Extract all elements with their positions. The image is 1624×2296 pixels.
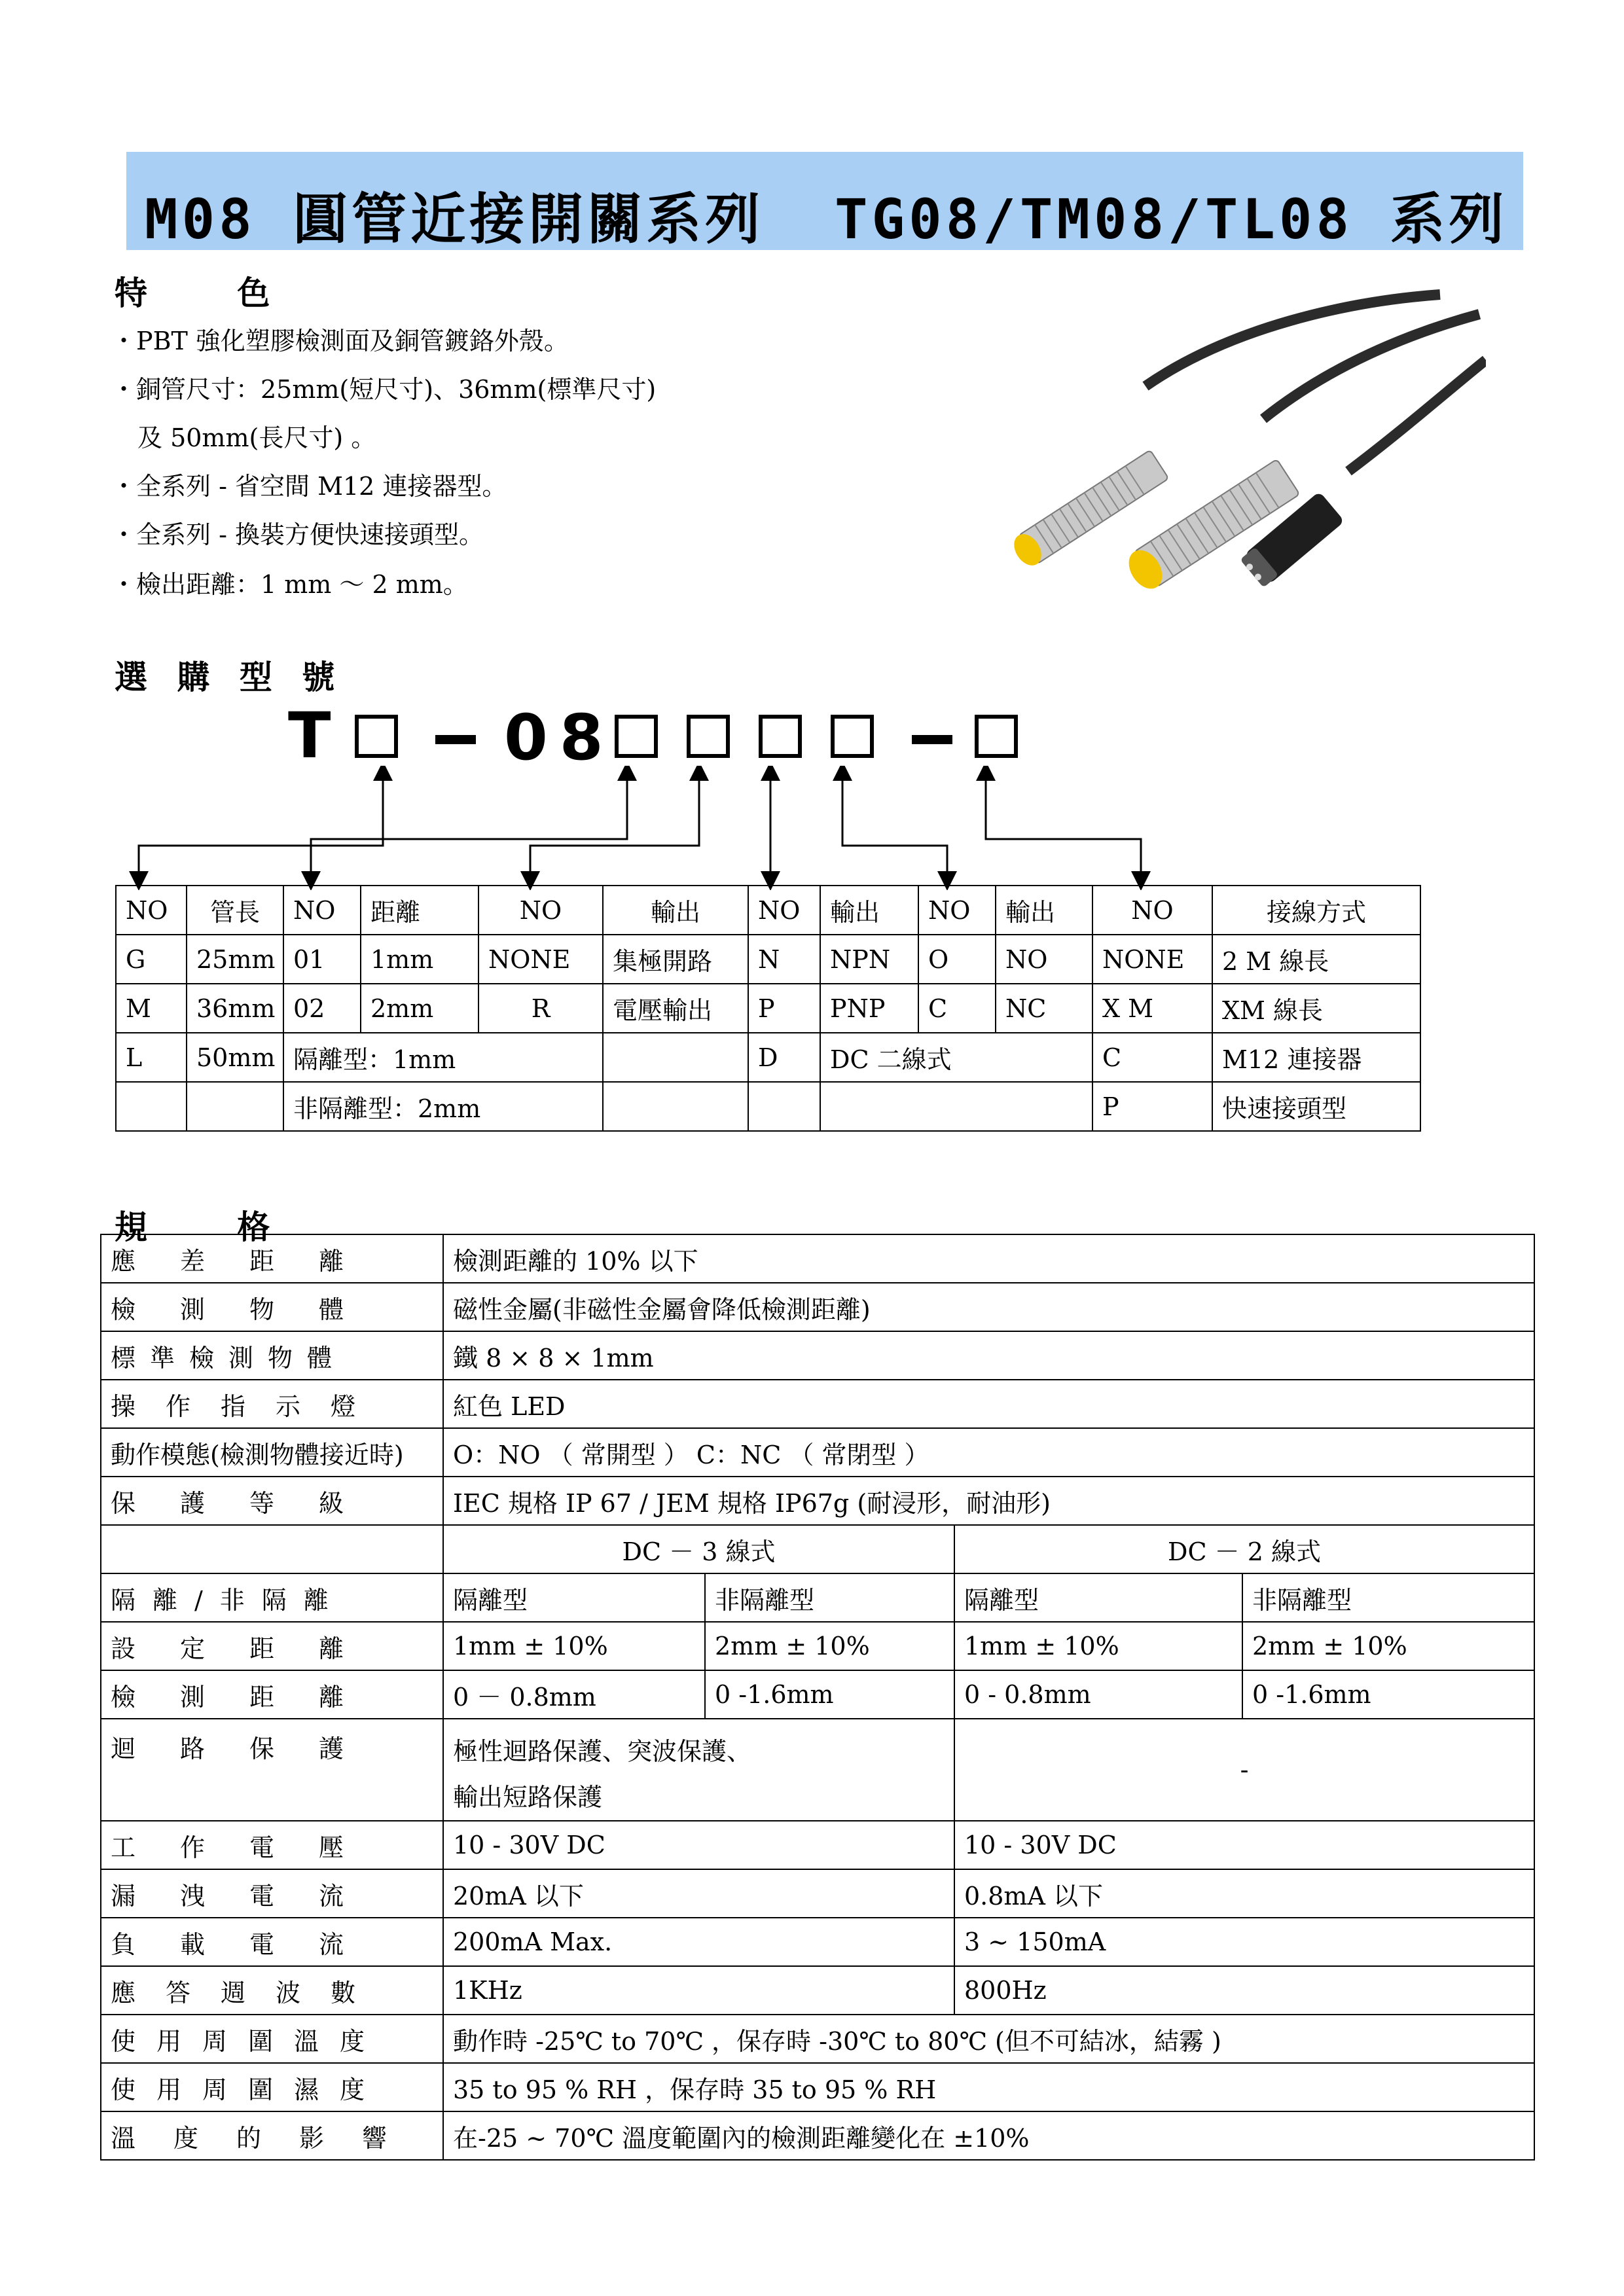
table-cell: 接線方式 [1212, 886, 1420, 935]
table-row [101, 1821, 1534, 1869]
table-row [101, 2015, 1534, 2063]
code-arrows [0, 766, 1624, 890]
spec-value: 0.8mA 以下 [954, 1869, 1534, 1918]
spec-label: 使用周圍溫度 [101, 2015, 443, 2063]
table-cell: G [116, 935, 187, 984]
table-cell: NPN [820, 935, 918, 984]
spec-label: 漏洩電流 [101, 1869, 443, 1918]
product-photo [982, 288, 1486, 596]
spec-value: 2mm ± 10% [705, 1622, 954, 1670]
spec-value: 800Hz [954, 1966, 1534, 2015]
spec-value: 在-25 ~ 70℃ 溫度範圍內的檢測距離變化在 ±10% [443, 2111, 1534, 2160]
table-cell: 輸出 [820, 886, 918, 935]
table-cell: NO [116, 886, 187, 935]
table-cell: 距離 [361, 886, 478, 935]
table-row [101, 1869, 1534, 1918]
model-series-title: TG08/TM08/TL08 系列 [835, 187, 1508, 251]
code-box-polarity [761, 717, 800, 756]
spec-label: 保護等級 [101, 1477, 443, 1525]
specs-heading: 規 格 [115, 1208, 310, 1246]
spec-label: 動作模態(檢測物體接近時) [101, 1428, 443, 1477]
table-cell: NO [1092, 886, 1212, 935]
table-cell [748, 1082, 820, 1131]
table-row [101, 1966, 1534, 2015]
table-row [101, 1918, 1534, 1966]
page-header-banner [126, 152, 1523, 250]
table-cell: 非隔離型：2mm [283, 1082, 603, 1131]
table-cell: 1mm [361, 935, 478, 984]
spec-label: 設定距離 [101, 1622, 443, 1670]
table-cell: 電壓輸出 [603, 984, 748, 1033]
table-cell: NO [748, 886, 820, 935]
spec-value: 35 to 95 % RH ，保存時 35 to 95 % RH [443, 2063, 1534, 2111]
ordering-heading: 選 購 型 號 [115, 658, 344, 696]
dc3-header: DC － 3 線式 [443, 1525, 954, 1573]
specifications-table [100, 1234, 1535, 2161]
spec-value: 2mm ± 10% [1242, 1622, 1534, 1670]
code-size: 08 [504, 701, 615, 774]
table-cell: R [478, 984, 603, 1033]
table-cell: 2mm [361, 984, 478, 1033]
spec-value: 檢測距離的 10% 以下 [443, 1234, 1534, 1283]
table-row [101, 1573, 1534, 1622]
spec-value: 非隔離型 [705, 1573, 954, 1622]
table-cell: NO [283, 886, 361, 935]
table-cell: M12 連接器 [1212, 1033, 1420, 1082]
dc2-header: DC － 2 線式 [954, 1525, 1534, 1573]
spec-value: 0 -1.6mm [1242, 1670, 1534, 1719]
spec-value: 動作時 -25℃ to 70℃ ，保存時 -30℃ to 80℃ (但不可結冰，結霧 ) [443, 2015, 1534, 2063]
spec-label: 溫度的影響 [101, 2111, 443, 2160]
spec-value: 10 - 30V DC [443, 1821, 954, 1869]
table-cell: 2 M 線長 [1212, 935, 1420, 984]
table-cell: 管長 [187, 886, 283, 935]
table-cell: NONE [478, 935, 603, 984]
table-row [101, 1670, 1534, 1719]
spec-label: 工作電壓 [101, 1821, 443, 1869]
spec-value [443, 1719, 954, 1821]
table-row [101, 1525, 1534, 1573]
spec-value: 0 -1.6mm [705, 1670, 954, 1719]
table-cell: P [748, 984, 820, 1033]
table-cell [101, 1525, 443, 1573]
code-box-length [357, 717, 396, 756]
spec-value: 隔離型 [443, 1573, 705, 1622]
feature-item: 及 50mm(長尺寸) 。 [137, 423, 376, 452]
table-cell [820, 1082, 1092, 1131]
table-cell [187, 1082, 283, 1131]
spec-value: O：NO （ 常開型 ） C：NC （ 常閉型 ） [443, 1428, 1534, 1477]
spec-value: 1mm ± 10% [954, 1622, 1242, 1670]
spec-label: 應答週波數 [101, 1966, 443, 2015]
spec-label: 負載電流 [101, 1918, 443, 1966]
table-cell: PNP [820, 984, 918, 1033]
table-cell: D [748, 1033, 820, 1082]
spec-label: 操作指示燈 [101, 1380, 443, 1428]
spec-value: 隔離型 [954, 1573, 1242, 1622]
table-row [101, 2063, 1534, 2111]
spec-value: 10 - 30V DC [954, 1821, 1534, 1869]
spec-value: 鐵 8 × 8 × 1mm [443, 1331, 1534, 1380]
table-cell [603, 1082, 748, 1131]
code-box-wiring [977, 717, 1016, 756]
table-cell: L [116, 1033, 187, 1082]
table-row [101, 1234, 1534, 1283]
table-cell: 快速接頭型 [1212, 1082, 1420, 1131]
spec-value: IEC 規格 IP 67 / JEM 規格 IP67g (耐浸形，耐油形) [443, 1477, 1534, 1525]
spec-value: 非隔離型 [1242, 1573, 1534, 1622]
spec-label: 應差距離 [101, 1234, 443, 1283]
table-cell: C [1092, 1033, 1212, 1082]
feature-item: ・檢出距離：1 mm ～ 2 mm。 [111, 570, 468, 599]
table-cell: NO [996, 935, 1092, 984]
table-cell: 50mm [187, 1033, 283, 1082]
table-cell: NO [918, 886, 996, 935]
table-cell: N [748, 935, 820, 984]
table-row [116, 1033, 1420, 1082]
feature-item: ・PBT 強化塑膠檢測面及銅管鍍鉻外殼。 [111, 327, 569, 355]
spec-value-line: 輸出短路保護 [453, 1783, 603, 1812]
table-cell: 集極開路 [603, 935, 748, 984]
table-cell: 輸出 [996, 886, 1092, 935]
spec-value: - [954, 1719, 1534, 1821]
table-row [101, 2111, 1534, 2160]
table-row [101, 1428, 1534, 1477]
table-cell [603, 1033, 748, 1082]
spec-label: 迴路保護 [101, 1719, 443, 1821]
spec-label: 使用周圍濕度 [101, 2063, 443, 2111]
table-row [101, 1283, 1534, 1331]
table-cell: 隔離型：1mm [283, 1033, 603, 1082]
table-cell: P [1092, 1082, 1212, 1131]
code-prefix: T [288, 699, 331, 772]
spec-value: 紅色 LED [443, 1380, 1534, 1428]
spec-value: 20mA 以下 [443, 1869, 954, 1918]
spec-label: 檢測物體 [101, 1283, 443, 1331]
table-row [116, 935, 1420, 984]
table-cell: O [918, 935, 996, 984]
table-cell: 36mm [187, 984, 283, 1033]
code-dash [912, 735, 952, 744]
table-cell: M [116, 984, 187, 1033]
table-cell: 25mm [187, 935, 283, 984]
table-cell: 02 [283, 984, 361, 1033]
spec-value: 200mA Max. [443, 1918, 954, 1966]
table-cell: NO [478, 886, 603, 935]
code-box-output [689, 717, 728, 756]
spec-value: 0 - 0.8mm [954, 1670, 1242, 1719]
table-cell: X M [1092, 984, 1212, 1033]
spec-label: 隔離/非隔離 [101, 1573, 443, 1622]
table-cell: NONE [1092, 935, 1212, 984]
table-cell: 01 [283, 935, 361, 984]
feature-item: ・全系列 - 換裝方便快速接頭型。 [111, 520, 484, 549]
table-row [101, 1477, 1534, 1525]
spec-value: 3 ~ 150mA [954, 1918, 1534, 1966]
spec-label: 檢測距離 [101, 1670, 443, 1719]
code-box-distance [617, 717, 656, 756]
spec-value: 1mm ± 10% [443, 1622, 705, 1670]
table-cell: NC [996, 984, 1092, 1033]
spec-value: 0 － 0.8mm [443, 1670, 705, 1719]
feature-item: ・全系列 - 省空間 M12 連接器型。 [111, 472, 507, 501]
feature-item: ・銅管尺寸：25mm(短尺寸)、36mm(標準尺寸) [111, 375, 657, 404]
ordering-table [115, 885, 1421, 1132]
table-row [101, 1719, 1534, 1821]
features-heading: 特 色 [115, 274, 310, 312]
spec-value-line: 極性迴路保護、突波保護、 [453, 1737, 752, 1766]
table-cell: XM 線長 [1212, 984, 1420, 1033]
table-cell: C [918, 984, 996, 1033]
code-box-contact [833, 717, 872, 756]
code-dash [435, 735, 476, 744]
table-row [116, 886, 1420, 935]
spec-label: 標準檢測物體 [101, 1331, 443, 1380]
spec-value: 1KHz [443, 1966, 954, 2015]
series-title: M08 圓管近接開關系列 [145, 187, 765, 251]
table-row [101, 1380, 1534, 1428]
model-code-diagram [262, 697, 1113, 776]
table-cell: DC 二線式 [820, 1033, 1092, 1082]
table-row [101, 1331, 1534, 1380]
table-cell: 輸出 [603, 886, 748, 935]
table-row [101, 1622, 1534, 1670]
table-cell [116, 1082, 187, 1131]
table-row [116, 1082, 1420, 1131]
spec-value: 磁性金屬(非磁性金屬會降低檢測距離) [443, 1283, 1534, 1331]
table-row [116, 984, 1420, 1033]
